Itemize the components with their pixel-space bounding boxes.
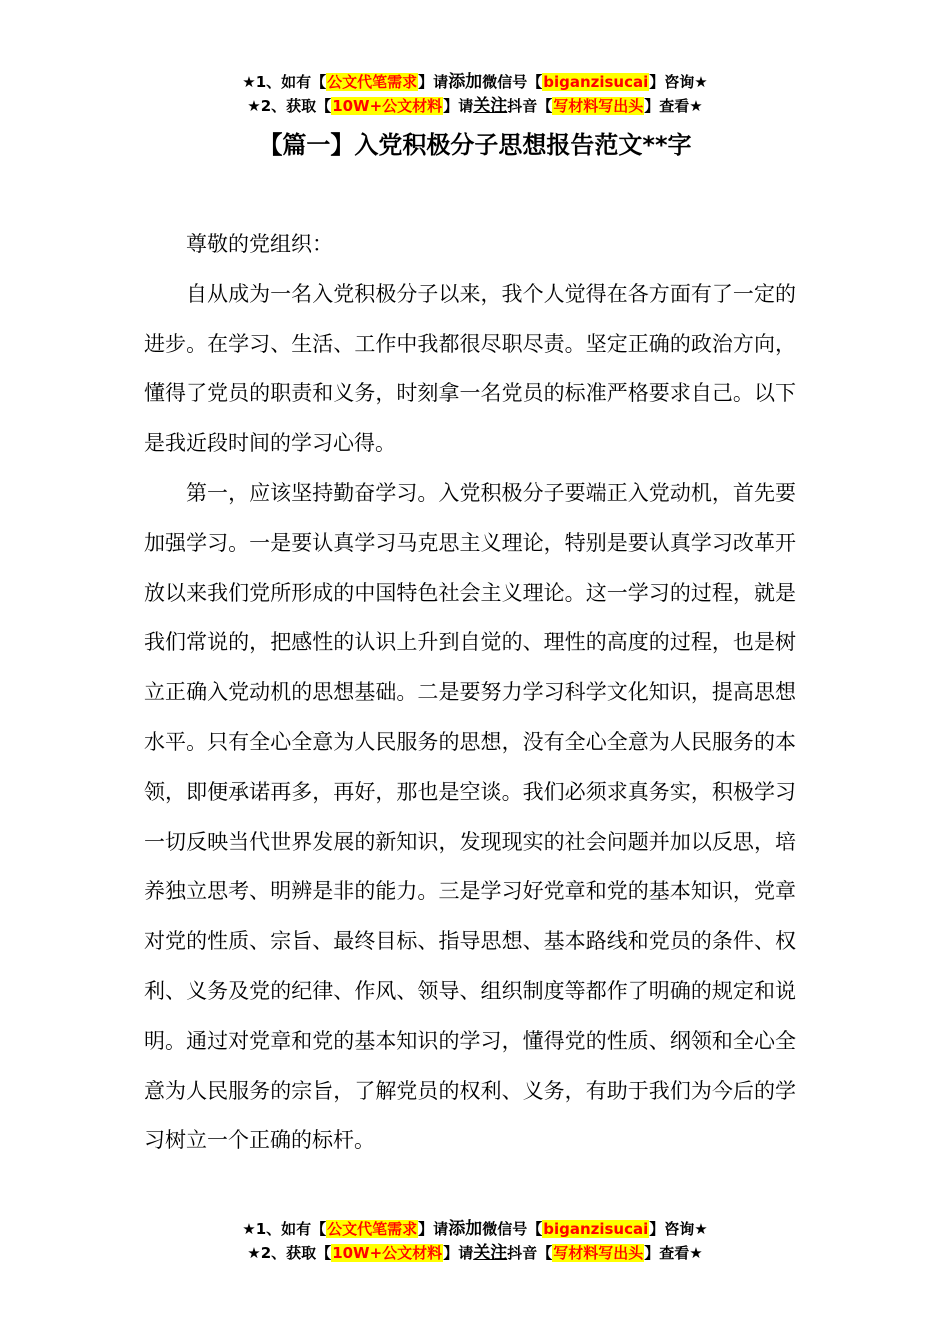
highlight-douyin-account: 写材料写出头 <box>553 1244 644 1262</box>
banner-text: 】请 <box>418 1220 449 1238</box>
highlight-douyin-account: 写材料写出头 <box>553 97 644 115</box>
banner-text: ★2、获取【 <box>247 1244 332 1262</box>
document-body <box>144 220 796 1166</box>
body-paragraph: 第一，应该坚持勤奋学习。入党积极分子要端正入党动机，首先要加强学习。一是要认真学习马克思主义理论，特别是要认真学习改革开放以来我们党所形成的中国特色社会主义理论。这一学习的过程，就是我们常说的，把感性的认识上升到自觉的、理性的高度的过程，也是树立正确入党动机的思想基础。二是要努力学习科学文化知识，提高思想水平。只有全心全意为人民服务的思想，没有全心全意为人民服务的本领，即便承诺再多，再好，那也是空谈。我们必须求真务实，积极学习一切反映当代世界发展的新知识，发现现实的社会问题并加以反思，培养独立思考、明辨是非的能力。三是学习好党章和党的基本知识，党章对党的性质、宗旨、最终目标、指导思想、基本路线和党员的条件、权利、义务及党的纪律、作风、领导、组织制度等都作了明确的规定和说明。通过对党章和党的基本知识的学习，懂得党的性质、纲领和全心全意为人民服务的宗旨，了解党员的权利、义务，有助于我们为今后的学习树立一个正确的标杆。 <box>144 480 796 1153</box>
banner-text: 】请 <box>418 73 449 91</box>
highlight-wechat-id: biganzisucai <box>543 1220 649 1238</box>
highlight-service: 公文代笔需求 <box>327 1220 418 1238</box>
emphasis-text: 添加 <box>448 1219 483 1239</box>
salutation: 尊敬的党组织： <box>186 232 333 256</box>
top-banner <box>0 70 950 118</box>
emphasis-text: 添加 <box>448 72 483 92</box>
banner-line-2 <box>0 94 950 118</box>
banner-line-1 <box>0 70 950 94</box>
body-paragraph: 自从成为一名入党积极分子以来，我个人觉得在各方面有了一定的进步。在学习、生活、工作中我都很尽职尽责。坚定正确的政治方向，懂得了党员的职责和义务，时刻拿一名党员的标准严格要求自己。以下是我近段时间的学习心得。 <box>144 281 796 456</box>
banner-text: 微信号【 <box>482 1220 543 1238</box>
emphasis-text: 关注 <box>473 1243 508 1263</box>
banner-line-2 <box>0 1241 950 1265</box>
banner-text: 】请 <box>443 1244 474 1262</box>
banner-text: 】请 <box>443 97 474 115</box>
document-title: 【篇一】入党积极分子思想报告范文**字 <box>258 131 692 159</box>
banner-text: 】咨询★ <box>649 73 708 91</box>
banner-text: ★1、如有【 <box>242 73 327 91</box>
banner-text: 抖音【 <box>507 97 553 115</box>
highlight-wechat-id: biganzisucai <box>543 73 649 91</box>
emphasis-text: 关注 <box>473 96 508 116</box>
banner-text: ★1、如有【 <box>242 1220 327 1238</box>
highlight-materials: 10W+公文材料 <box>332 97 443 115</box>
banner-line-1 <box>0 1217 950 1241</box>
bottom-banner <box>0 1217 950 1265</box>
banner-text: 】查看★ <box>644 1244 703 1262</box>
banner-text: ★2、获取【 <box>247 97 332 115</box>
highlight-service: 公文代笔需求 <box>327 73 418 91</box>
banner-text: 微信号【 <box>482 73 543 91</box>
highlight-materials: 10W+公文材料 <box>332 1244 443 1262</box>
banner-text: 抖音【 <box>507 1244 553 1262</box>
banner-text: 】查看★ <box>644 97 703 115</box>
banner-text: 】咨询★ <box>649 1220 708 1238</box>
